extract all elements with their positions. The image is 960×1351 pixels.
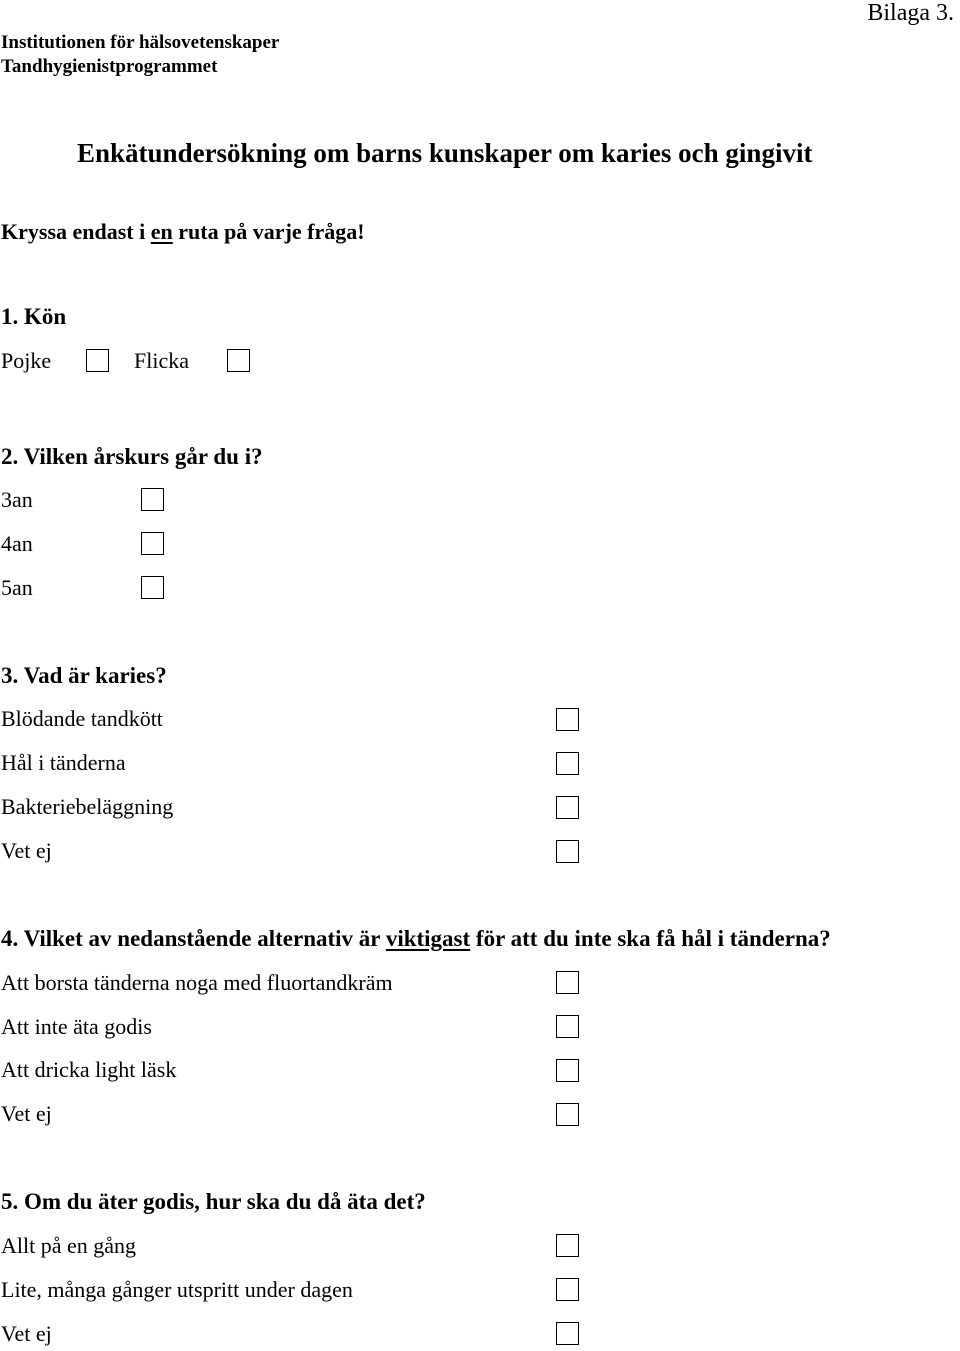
q4-label-underlined: viktigast (385, 926, 471, 951)
instruction-before: Kryssa endast i (1, 219, 151, 244)
q1-checkbox-girl[interactable] (227, 349, 250, 372)
survey-title: Enkätundersökning om barns kunskaper om karies och gingivit (77, 138, 813, 168)
q3-checkbox-4[interactable] (556, 840, 579, 863)
q2-checkbox-5an[interactable] (141, 576, 164, 599)
q3-option-3: Bakteriebeläggning (1, 794, 174, 819)
q4-option-1: Att borsta tänderna noga med fluortandkräm (1, 970, 393, 995)
q1-option-girl: Flicka (134, 348, 189, 373)
q4-checkbox-1[interactable] (556, 971, 579, 994)
q3-checkbox-2[interactable] (556, 752, 579, 775)
question-5-label: 5. Om du äter godis, hur ska du då äta det? (1, 1189, 426, 1214)
q1-checkbox-boy[interactable] (86, 349, 109, 372)
q4-option-4: Vet ej (1, 1101, 52, 1126)
q4-option-3: Att dricka light läsk (1, 1057, 177, 1082)
q1-option-boy: Pojke (1, 348, 52, 373)
q4-checkbox-4[interactable] (556, 1103, 579, 1126)
q2-checkbox-4an[interactable] (141, 532, 164, 555)
q5-checkbox-3[interactable] (556, 1322, 579, 1345)
q4-checkbox-2[interactable] (556, 1015, 579, 1038)
q3-option-4: Vet ej (1, 838, 52, 863)
q2-checkbox-3an[interactable] (141, 488, 164, 511)
question-2-label: 2. Vilken årskurs går du i? (1, 444, 263, 469)
instruction-text (1, 219, 365, 245)
institution-name: Institutionen för hälsovetenskaper (1, 32, 280, 53)
question-1-label: 1. Kön (1, 304, 67, 329)
q3-option-2: Hål i tänderna (1, 750, 126, 775)
q2-option-4an: 4an (1, 531, 33, 556)
q2-option-5an: 5an (1, 575, 33, 600)
question-3-label: 3. Vad är karies? (1, 663, 167, 688)
instruction-underlined: en (150, 219, 173, 244)
instruction-after: ruta på varje fråga! (172, 219, 365, 244)
program-name: Tandhygienistprogrammet (1, 56, 218, 77)
q5-option-2: Lite, många gånger utspritt under dagen (1, 1277, 353, 1302)
q5-option-3: Vet ej (1, 1321, 52, 1346)
q3-checkbox-1[interactable] (556, 708, 579, 731)
q4-checkbox-3[interactable] (556, 1059, 579, 1082)
appendix-label: Bilaga 3. (867, 0, 954, 26)
q3-option-1: Blödande tandkött (1, 706, 163, 731)
q5-option-1: Allt på en gång (1, 1233, 137, 1258)
q4-label-after: för att du inte ska få hål i tänderna? (470, 926, 831, 951)
q4-label-before: 4. Vilket av nedanstående alternativ är (1, 926, 386, 951)
q4-option-2: Att inte äta godis (1, 1014, 152, 1039)
q2-option-3an: 3an (1, 487, 33, 512)
q5-checkbox-2[interactable] (556, 1278, 579, 1301)
q3-checkbox-3[interactable] (556, 796, 579, 819)
q5-checkbox-1[interactable] (556, 1234, 579, 1257)
question-4-label (1, 926, 831, 952)
